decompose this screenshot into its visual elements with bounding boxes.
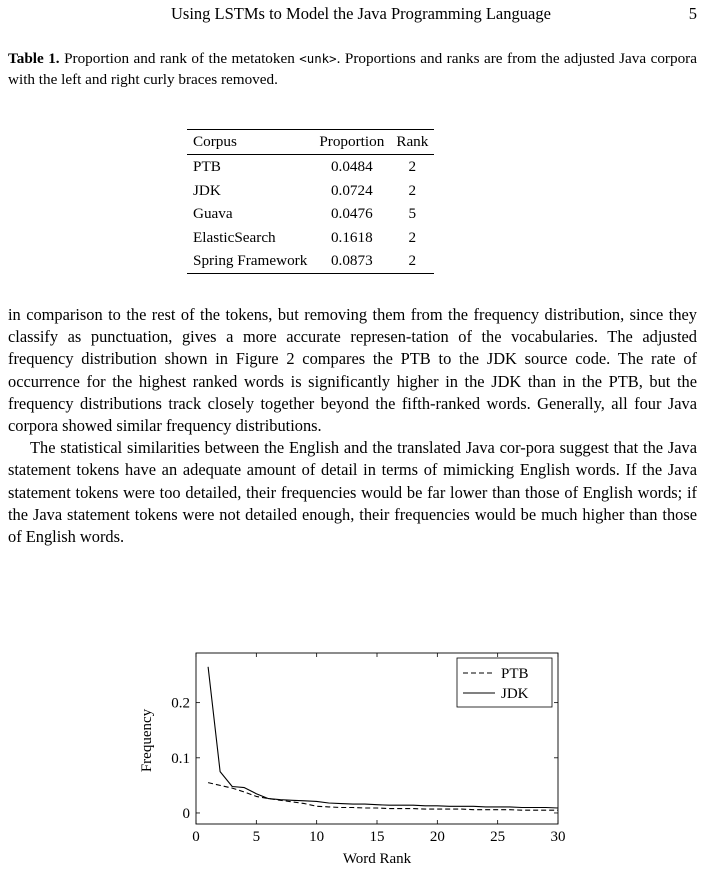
x-tick-label: 15 xyxy=(369,829,385,845)
x-tick-label: 25 xyxy=(490,829,506,845)
x-tick-label: 20 xyxy=(429,829,445,845)
cell-corpus: Spring Framework xyxy=(193,252,308,270)
caption-label: Table 1. xyxy=(8,50,60,67)
cell-rank: 5 xyxy=(408,205,417,223)
results-table xyxy=(187,129,434,274)
cell-rank: 2 xyxy=(408,181,417,199)
table-header-row xyxy=(187,130,434,155)
frequency-figure xyxy=(120,640,580,870)
y-tick-label: 0 xyxy=(182,805,190,822)
cell-proportion: 0.0873 xyxy=(330,252,373,270)
caption-text-after-code: . Proportions and ranks are from the adjusted Java corpora with the left and right curly braces removed. xyxy=(8,50,697,88)
cell-proportion: 0.0476 xyxy=(330,205,373,223)
cell-proportion: 0.0484 xyxy=(330,158,373,175)
legend-label-jdk: JDK xyxy=(501,686,529,702)
cell-rank: 2 xyxy=(408,158,417,175)
running-header xyxy=(0,4,697,24)
table-caption xyxy=(8,48,697,90)
frequency-chart xyxy=(120,640,580,870)
cell-proportion: 0.0724 xyxy=(330,181,373,199)
table-row xyxy=(187,179,434,203)
column-header-corpus: Corpus xyxy=(187,130,313,155)
series-line-ptb xyxy=(208,783,558,811)
paragraph-1: in comparison to the rest of the tokens, but removing them from the frequency distribution, since they classify as punctuation, gives a more accurate represen-tation of the vocabularies. The adjusted frequency distribution shown in Figure 2 compares the PTB to the JDK source code. The rate of occurrence for the highest ranked words is significantly higher in the JDK than in the PTB, but the frequency distributions track closely together beyond the fifth-ranked words. Generally, all four Java corpora showed similar frequency distributions. xyxy=(8,305,697,436)
cell-corpus: Guava xyxy=(193,205,233,223)
cell-rank: 2 xyxy=(408,252,417,270)
body-text xyxy=(8,304,697,548)
paragraph-2: The statistical similarities between the English and the translated Java cor-pora suggest that the Java statement tokens have an adequate amount of detail in terms of mimicking English words. If the Java statement tokens were too detailed, their frequencies would be far lower than those of English words; if the Java statement tokens were not detailed enough, their frequencies would be much higher than those of English words. xyxy=(8,438,697,547)
x-tick-label: 10 xyxy=(309,829,325,845)
legend-label-ptb: PTB xyxy=(501,666,529,682)
cell-corpus: PTB xyxy=(193,158,221,175)
column-header-rank: Rank xyxy=(390,130,434,155)
y-tick-label: 0.2 xyxy=(171,695,190,712)
y-axis-label: Frequency xyxy=(139,708,155,773)
caption-text-before-code: Proportion and rank of the metatoken xyxy=(59,50,300,67)
cell-corpus: ElasticSearch xyxy=(193,228,276,246)
table-row xyxy=(187,249,434,273)
running-title: Using LSTMs to Model the Java Programming Language xyxy=(171,4,551,23)
x-tick-label: 5 xyxy=(252,829,261,845)
cell-rank: 2 xyxy=(408,228,417,246)
cell-proportion: 0.1618 xyxy=(330,228,373,246)
x-tick-label: 0 xyxy=(192,829,200,845)
caption-code: <unk> xyxy=(299,51,337,66)
x-tick-label: 30 xyxy=(550,829,566,845)
page-number: 5 xyxy=(688,4,697,23)
table-row xyxy=(187,155,434,179)
column-header-proportion: Proportion xyxy=(313,130,390,155)
table-row xyxy=(187,202,434,226)
cell-corpus: JDK xyxy=(193,181,221,199)
y-tick-label: 0.1 xyxy=(171,750,190,767)
table-row xyxy=(187,226,434,250)
x-axis-label: Word Rank xyxy=(342,851,412,867)
